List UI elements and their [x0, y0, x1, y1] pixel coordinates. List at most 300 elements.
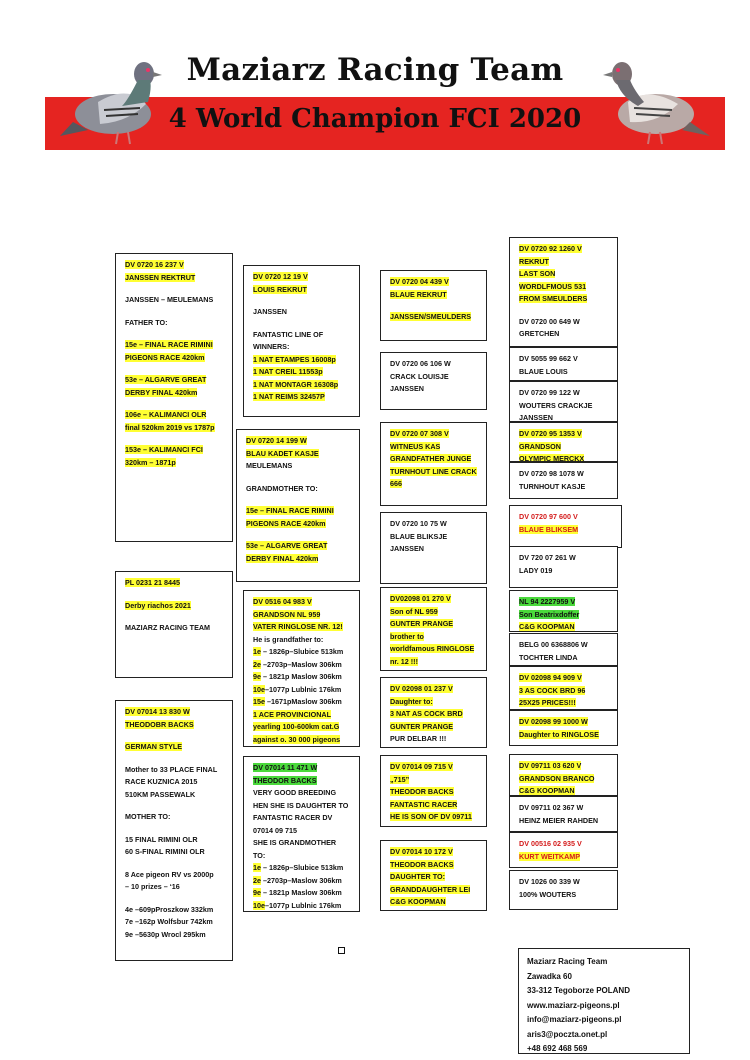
header-banner — [0, 0, 750, 160]
pedigree-line — [519, 609, 612, 622]
pedigree-line — [519, 785, 612, 796]
pedigree-text: WORDLFMOUS 531 — [519, 281, 587, 291]
pedigree-line — [390, 733, 481, 746]
pedigree-text: against o. 30 000 pigeons — [253, 734, 341, 744]
pedigree-text: THEODOBR BACKS — [125, 719, 194, 729]
pedigree-line — [253, 887, 354, 900]
pedigree-text: DV 1026 00 339 W — [519, 877, 580, 886]
pedigree-text: 9e –5630p Wrocl 295km — [125, 929, 206, 939]
pedigree-text: 4e –609pProszkow 332km — [125, 904, 214, 914]
pedigree-text: C&G KOOPMAN — [519, 786, 575, 795]
pedigree-line — [125, 444, 227, 457]
pedigree-text: GUNTER PRANGE — [390, 721, 454, 731]
pedigree-text: 3 NAT AS COCK BRD — [390, 709, 463, 718]
pedigree-text: final 520km 2019 vs 1787p — [125, 422, 215, 432]
pedigree-line — [519, 268, 612, 281]
place-label: 1e — [253, 863, 261, 872]
pedigree-line — [246, 540, 354, 553]
pedigree-box — [115, 571, 233, 678]
pedigree-text: DAUGHTER TO: — [390, 872, 445, 881]
pedigree-text: BLAU KADET KASJE — [246, 448, 319, 458]
pedigree-text: HEN SHE IS DAUGHTER TO — [253, 800, 349, 810]
pedigree-line — [519, 760, 612, 773]
place-label: 15e — [253, 697, 265, 706]
pedigree-line — [253, 659, 354, 672]
pedigree-line — [246, 448, 354, 461]
pedigree-text: LOUIS REKRUT — [253, 284, 307, 294]
pedigree-line — [125, 339, 227, 352]
pedigree-box — [115, 700, 233, 961]
pedigree-box — [509, 462, 618, 499]
pedigree-box — [509, 633, 618, 666]
pedigree-text: worldfamous RINGLOSE — [390, 644, 475, 653]
pedigree-text: GRANDSON BRANCO — [519, 773, 595, 783]
pedigree-line — [253, 709, 354, 722]
pedigree-text: DERBY FINAL 420km — [246, 553, 319, 563]
pedigree-text: 100% WOUTERS — [519, 889, 577, 899]
pedigree-text: „715” — [390, 774, 410, 784]
pedigree-text: 3 AS COCK BRD 96 — [519, 685, 586, 695]
pedigree-line — [125, 259, 227, 272]
pedigree-text: 1 NAT REIMS 32457P — [253, 392, 325, 401]
pedigree-text: TO: — [253, 850, 266, 860]
pedigree-text: WINNERS: — [253, 342, 290, 351]
pedigree-line — [253, 825, 354, 838]
pedigree-text: WOUTERS CRACKJE — [519, 400, 593, 410]
pedigree-line — [125, 846, 227, 859]
pedigree-line — [253, 762, 354, 775]
pedigree-line — [125, 272, 227, 285]
pedigree-line — [519, 353, 612, 366]
pedigree-line — [519, 838, 612, 851]
pedigree-text: 15e – FINAL RACE RIMINI — [125, 340, 213, 349]
pedigree-text: DV 07014 09 715 V — [390, 762, 453, 771]
pedigree-text: DV 0720 98 1078 W — [519, 469, 584, 478]
page-subtitle: 4 World Champion FCI 2020 — [168, 104, 582, 134]
pedigree-line — [253, 775, 354, 788]
pedigree-text: NL 94 2227959 V — [519, 597, 576, 606]
pedigree-text: BLAUE LOUIS — [519, 366, 568, 376]
pedigree-line — [125, 929, 227, 942]
pedigree-text: GUNTER PRANGE — [390, 619, 454, 628]
pedigree-line — [253, 329, 354, 342]
pedigree-text: DV 0720 99 122 W — [519, 388, 580, 397]
pedigree-text: – 1826p–Slubice 513km — [261, 647, 344, 656]
pedigree-text: DV 07014 13 830 W — [125, 707, 190, 716]
pedigree-text: Mother to 33 PLACE FINAL — [125, 764, 218, 774]
pedigree-line — [246, 518, 354, 531]
pedigree-line — [125, 881, 227, 894]
pedigree-text: JANSSEN — [253, 307, 287, 316]
pedigree-text: GRANDFATHER JUNGE — [390, 454, 472, 463]
pedigree-text: 1 NAT CREIL 11553p — [253, 367, 323, 376]
pedigree-text: DV 0720 12 19 V — [253, 272, 308, 281]
pedigree-box — [509, 832, 618, 868]
pedigree-box — [380, 512, 487, 584]
pedigree-text: brother to — [390, 631, 424, 641]
pedigree-line — [246, 483, 354, 496]
pedigree-line — [390, 358, 481, 371]
pedigree-line — [390, 799, 481, 812]
pedigree-line — [519, 851, 612, 864]
pedigree-text: DV 0720 04 439 V — [390, 277, 449, 286]
pedigree-line — [519, 716, 612, 729]
contact-box — [518, 948, 690, 1054]
pedigree-text: GRANDMOTHER TO: — [246, 483, 318, 493]
pedigree-text: DV 0720 00 649 W — [519, 316, 580, 326]
pedigree-line — [253, 900, 354, 913]
pedigree-line — [519, 524, 616, 537]
pedigree-text: JANSSEN REKTRUT — [125, 272, 196, 282]
pedigree-text: MAZIARZ RACING TEAM — [125, 623, 211, 632]
pedigree-line — [390, 859, 481, 872]
place-label: 1e — [253, 647, 261, 656]
small-square-marker — [338, 947, 345, 954]
pedigree-line — [390, 811, 481, 824]
pedigree-line — [519, 729, 612, 742]
pedigree-line — [253, 850, 354, 863]
pedigree-text: 15 FINAL RIMINI OLR — [125, 834, 198, 844]
pedigree-text: GRANDSON — [519, 441, 561, 451]
pedigree-box — [509, 237, 618, 347]
pedigree-line — [519, 697, 612, 710]
pedigree-text: 7e –162p Wolfsbur 742km — [125, 917, 213, 926]
pedigree-line — [125, 387, 227, 400]
pedigree-text: TURNHOUT LINE CRACK — [390, 466, 477, 476]
pedigree-text: 1 NAT MONTAGR 16308p — [253, 379, 339, 389]
pedigree-line — [519, 565, 612, 578]
pedigree-line — [527, 955, 681, 970]
pedigree-line — [125, 317, 227, 330]
pedigree-line — [519, 685, 612, 698]
pedigree-line — [390, 441, 481, 454]
pedigree-text: FATHER TO: — [125, 317, 168, 327]
pedigree-line — [519, 672, 612, 685]
pedigree-line — [390, 871, 481, 884]
pedigree-text: DV 02098 94 909 V — [519, 673, 582, 682]
pedigree-line — [519, 400, 612, 413]
pedigree-text: 510KM PASSEWALK — [125, 789, 196, 799]
pedigree-line — [519, 293, 612, 306]
pedigree-line — [125, 789, 227, 802]
pedigree-box — [380, 755, 487, 827]
pedigree-line — [125, 577, 227, 590]
pedigree-text: VERY GOOD BREEDING — [253, 788, 337, 797]
pedigree-line — [390, 276, 481, 289]
pedigree-line — [390, 786, 481, 799]
pedigree-text: DV 0720 07 308 V — [390, 429, 449, 438]
pedigree-text: JANSSEN — [390, 384, 424, 393]
place-label: 10e — [253, 684, 265, 694]
pedigree-line — [519, 773, 612, 786]
pedigree-line — [519, 412, 612, 422]
pedigree-text: Maziarz Racing Team — [527, 957, 608, 966]
pedigree-line — [519, 815, 612, 828]
pedigree-line — [246, 505, 354, 518]
pedigree-line — [527, 999, 681, 1014]
place-label: 2e — [253, 659, 261, 669]
pedigree-line — [246, 460, 354, 473]
pedigree-line — [390, 774, 481, 787]
pedigree-text: PL 0231 21 8445 — [125, 578, 181, 587]
pedigree-text: DV 0720 06 106 W — [390, 359, 451, 368]
pedigree-text: GRANDDAUGHTER LEI — [390, 884, 471, 894]
pedigree-line — [253, 696, 354, 709]
pedigree-text: JANSSEN – MEULEMANS — [125, 295, 214, 304]
pedigree-line — [253, 609, 354, 622]
pedigree-line — [519, 328, 612, 341]
pedigree-box — [509, 666, 618, 710]
pedigree-text: BELG 00 6368806 W — [519, 640, 588, 649]
pedigree-line — [253, 391, 354, 404]
pedigree-line — [390, 518, 481, 531]
pedigree-line — [519, 243, 612, 256]
pedigree-box — [509, 870, 618, 910]
pedigree-text: www.maziarz-pigeons.pl — [527, 1000, 620, 1010]
pedigree-line — [125, 719, 227, 732]
pedigree-text: SHE IS GRANDMOTHER — [253, 838, 337, 847]
pedigree-text: DV 720 07 261 W — [519, 553, 576, 562]
pedigree-text: DV 0720 16 237 V — [125, 260, 184, 269]
pedigree-text: RACE KUZNICA 2015 — [125, 777, 198, 786]
pedigree-line — [253, 354, 354, 367]
place-label: 10e — [253, 900, 265, 910]
pedigree-line — [519, 468, 612, 481]
pedigree-text: PIGEONS RACE 420km — [125, 352, 205, 362]
pedigree-line — [125, 741, 227, 754]
pedigree-line — [246, 435, 354, 448]
pedigree-text: –1671pMaslow 306km — [265, 697, 342, 706]
pedigree-line — [125, 904, 227, 917]
pedigree-line — [527, 984, 681, 999]
pedigree-text: info@maziarz-pigeons.pl — [527, 1015, 622, 1024]
pedigree-text: – 10 prizes – ‘16 — [125, 882, 180, 891]
pedigree-line — [253, 596, 354, 609]
pedigree-text: KURT WEITKAMP — [519, 851, 581, 861]
pedigree-text: HE IS SON OF DV 09711 — [390, 812, 472, 821]
pedigree-line — [253, 875, 354, 888]
pedigree-text: yearling 100-600km cat.G — [253, 722, 340, 731]
pedigree-line — [519, 552, 612, 565]
pedigree-text: DV 0720 92 1260 V — [519, 244, 582, 253]
pedigree-line — [253, 862, 354, 875]
pedigree-line — [390, 884, 481, 897]
pedigree-line — [125, 869, 227, 882]
pedigree-box — [236, 429, 360, 582]
pedigree-line — [253, 684, 354, 697]
pedigree-line — [519, 481, 612, 494]
pedigree-box — [243, 756, 360, 912]
pedigree-line — [390, 696, 481, 709]
pedigree-line — [390, 453, 481, 466]
pedigree-line — [519, 889, 612, 902]
pedigree-text: Derby riachos 2021 — [125, 600, 191, 610]
pedigree-line — [519, 652, 612, 665]
pedigree-text: DV 02098 01 237 V — [390, 684, 453, 693]
pedigree-line — [390, 593, 481, 606]
pedigree-text: VATER RINGLOSE NR. 12! — [253, 622, 343, 631]
pedigree-text: THEODOR BACKS — [390, 859, 454, 869]
pedigree-line — [125, 457, 227, 470]
pedigree-text: 1 NAT ETAMPES 16008p — [253, 354, 336, 364]
pedigree-line — [125, 294, 227, 307]
pedigree-box — [509, 590, 618, 632]
pedigree-line — [527, 1042, 681, 1054]
pedigree-text: JANSSEN/SMEULDERS — [390, 312, 472, 321]
pedigree-text: WITNEUS KAS — [390, 441, 441, 451]
pedigree-text: DV 0720 14 199 W — [246, 436, 307, 445]
pedigree-box — [380, 270, 487, 341]
pedigree-text: PIGEONS RACE 420km — [246, 518, 326, 528]
pedigree-text: 53e – ALGARVE GREAT — [125, 375, 207, 384]
pedigree-line — [125, 834, 227, 847]
pedigree-text: FANTASTIC RACER DV — [253, 813, 333, 822]
pedigree-line — [519, 387, 612, 400]
pedigree-text: DV 0516 04 983 V — [253, 597, 312, 606]
pedigree-box — [509, 505, 622, 548]
pedigree-text: OLYMPIC MERCKX — [519, 454, 585, 462]
pedigree-line — [519, 256, 612, 269]
pedigree-line — [253, 271, 354, 284]
pedigree-text: DV 5055 99 662 V — [519, 354, 578, 363]
pedigree-text: LAST SON — [519, 269, 556, 278]
pedigree-line — [125, 352, 227, 365]
pedigree-text: C&G KOOPMAN — [519, 622, 575, 631]
pedigree-text: 25X25 PRICES!!! — [519, 698, 576, 707]
pedigree-line — [125, 422, 227, 435]
pedigree-text: GERMAN STYLE — [125, 742, 183, 751]
pedigree-line — [253, 721, 354, 734]
pedigree-line — [253, 366, 354, 379]
pedigree-box — [509, 754, 618, 796]
page-title: Maziarz Racing Team — [186, 52, 564, 88]
pedigree-line — [527, 1028, 681, 1043]
pedigree-text: Daughter to: — [390, 696, 433, 706]
pedigree-text: 15e – FINAL RACE RIMINI — [246, 506, 334, 515]
pedigree-line — [125, 600, 227, 613]
pedigree-line — [519, 511, 616, 524]
pedigree-line — [390, 289, 481, 302]
pedigree-line — [246, 553, 354, 566]
pedigree-box — [243, 265, 360, 417]
pedigree-text: +48 692 468 569 — [527, 1044, 588, 1053]
pedigree-line — [125, 374, 227, 387]
pedigree-text: REKRUT — [519, 256, 549, 266]
pedigree-text: BLAUE REKRUT — [390, 289, 447, 299]
pedigree-text: FANTASTIC LINE OF — [253, 329, 324, 339]
pedigree-text: DV 02098 99 1000 W — [519, 717, 588, 726]
pedigree-text: 1 ACE PROVINCIONAL — [253, 709, 332, 719]
place-label: 9e — [253, 888, 261, 897]
pedigree-text: DV 0720 10 75 W — [390, 519, 447, 528]
pedigree-line — [390, 846, 481, 859]
pedigree-box — [380, 677, 487, 748]
pedigree-line — [125, 409, 227, 422]
pedigree-text: GRETCHEN — [519, 329, 560, 338]
pedigree-box — [380, 422, 487, 506]
pedigree-text: TURNHOUT KASJE — [519, 481, 586, 491]
pedigree-line — [253, 787, 354, 800]
pedigree-text: Zawadka 60 — [527, 971, 572, 981]
pedigree-text: TOCHTER LINDA — [519, 652, 578, 662]
pedigree-line — [390, 606, 481, 619]
pedigree-text: He is grandfather to: — [253, 634, 324, 644]
pedigree-text: – 1821p Maslow 306km — [261, 672, 342, 681]
pedigree-line — [390, 896, 481, 909]
pedigree-box — [380, 352, 487, 410]
pedigree-text: PUR DELBAR !!! — [390, 734, 447, 743]
pedigree-line — [125, 764, 227, 777]
pedigree-line — [390, 466, 481, 479]
pedigree-text: 153e – KALIMANCI FCI — [125, 445, 203, 454]
pedigree-line — [253, 671, 354, 684]
pedigree-text: – 1821p Maslow 306km — [261, 888, 342, 897]
pedigree-text: 53e – ALGARVE GREAT — [246, 541, 328, 550]
pedigree-line — [527, 970, 681, 985]
pedigree-text: 07014 09 715 — [253, 825, 297, 835]
pedigree-text: 8 Ace pigeon RV vs 2000p — [125, 869, 214, 879]
pedigree-text: Son Beatrixdoffer — [519, 609, 580, 619]
pedigree-line — [390, 683, 481, 696]
pedigree-line — [519, 441, 612, 454]
pedigree-text: LADY 019 — [519, 565, 553, 575]
pedigree-line — [253, 634, 354, 647]
pedigree-text: 60 S-FINAL RIMINI OLR — [125, 847, 205, 856]
pedigree-text: DV 0720 97 600 V — [519, 512, 578, 521]
pedigree-line — [519, 621, 612, 632]
pedigree-text: –2703p–Maslow 306km — [261, 875, 342, 885]
pedigree-line — [519, 453, 612, 462]
pedigree-line — [390, 478, 481, 491]
pedigree-line — [390, 721, 481, 734]
pedigree-text: Son of NL 959 — [390, 606, 438, 616]
pedigree-line — [390, 371, 481, 384]
pedigree-line — [390, 761, 481, 774]
pedigree-text: 320km – 1871p — [125, 457, 176, 467]
pedigree-text: BLAUE BLIKSEM — [519, 524, 579, 534]
pedigree-line — [253, 800, 354, 813]
pedigree-text: DV 00516 02 935 V — [519, 839, 582, 848]
pedigree-line — [253, 379, 354, 392]
pedigree-box — [509, 710, 618, 746]
pedigree-line — [390, 428, 481, 441]
pedigree-line — [519, 639, 612, 652]
pedigree-text: MOTHER TO: — [125, 812, 171, 821]
pedigree-line — [390, 311, 481, 324]
place-label: 9e — [253, 672, 261, 681]
pedigree-line — [253, 621, 354, 634]
pedigree-line — [390, 383, 481, 396]
pedigree-text: FROM SMEULDERS — [519, 294, 588, 303]
pedigree-text: DV 09711 03 620 V — [519, 761, 582, 770]
pedigree-line — [390, 643, 481, 656]
pedigree-text: DV 07014 10 172 V — [390, 847, 453, 856]
pedigree-text: nr. 12 !!! — [390, 656, 418, 666]
pedigree-line — [390, 618, 481, 631]
pedigree-line — [125, 776, 227, 789]
pedigree-line — [125, 811, 227, 824]
pedigree-line — [390, 631, 481, 644]
pedigree-text: C&G KOOPMAN — [390, 897, 446, 906]
pedigree-line — [519, 596, 612, 609]
pedigree-text: –2703p–Maslow 306km — [261, 659, 342, 669]
pedigree-text: Daughter to RINGLOSE — [519, 729, 599, 739]
pedigree-text: DERBY FINAL 420km — [125, 387, 198, 397]
pedigree-line — [253, 284, 354, 297]
pedigree-box — [115, 253, 233, 542]
pedigree-line — [125, 622, 227, 635]
pedigree-text: GRANDSON NL 959 — [253, 609, 321, 619]
